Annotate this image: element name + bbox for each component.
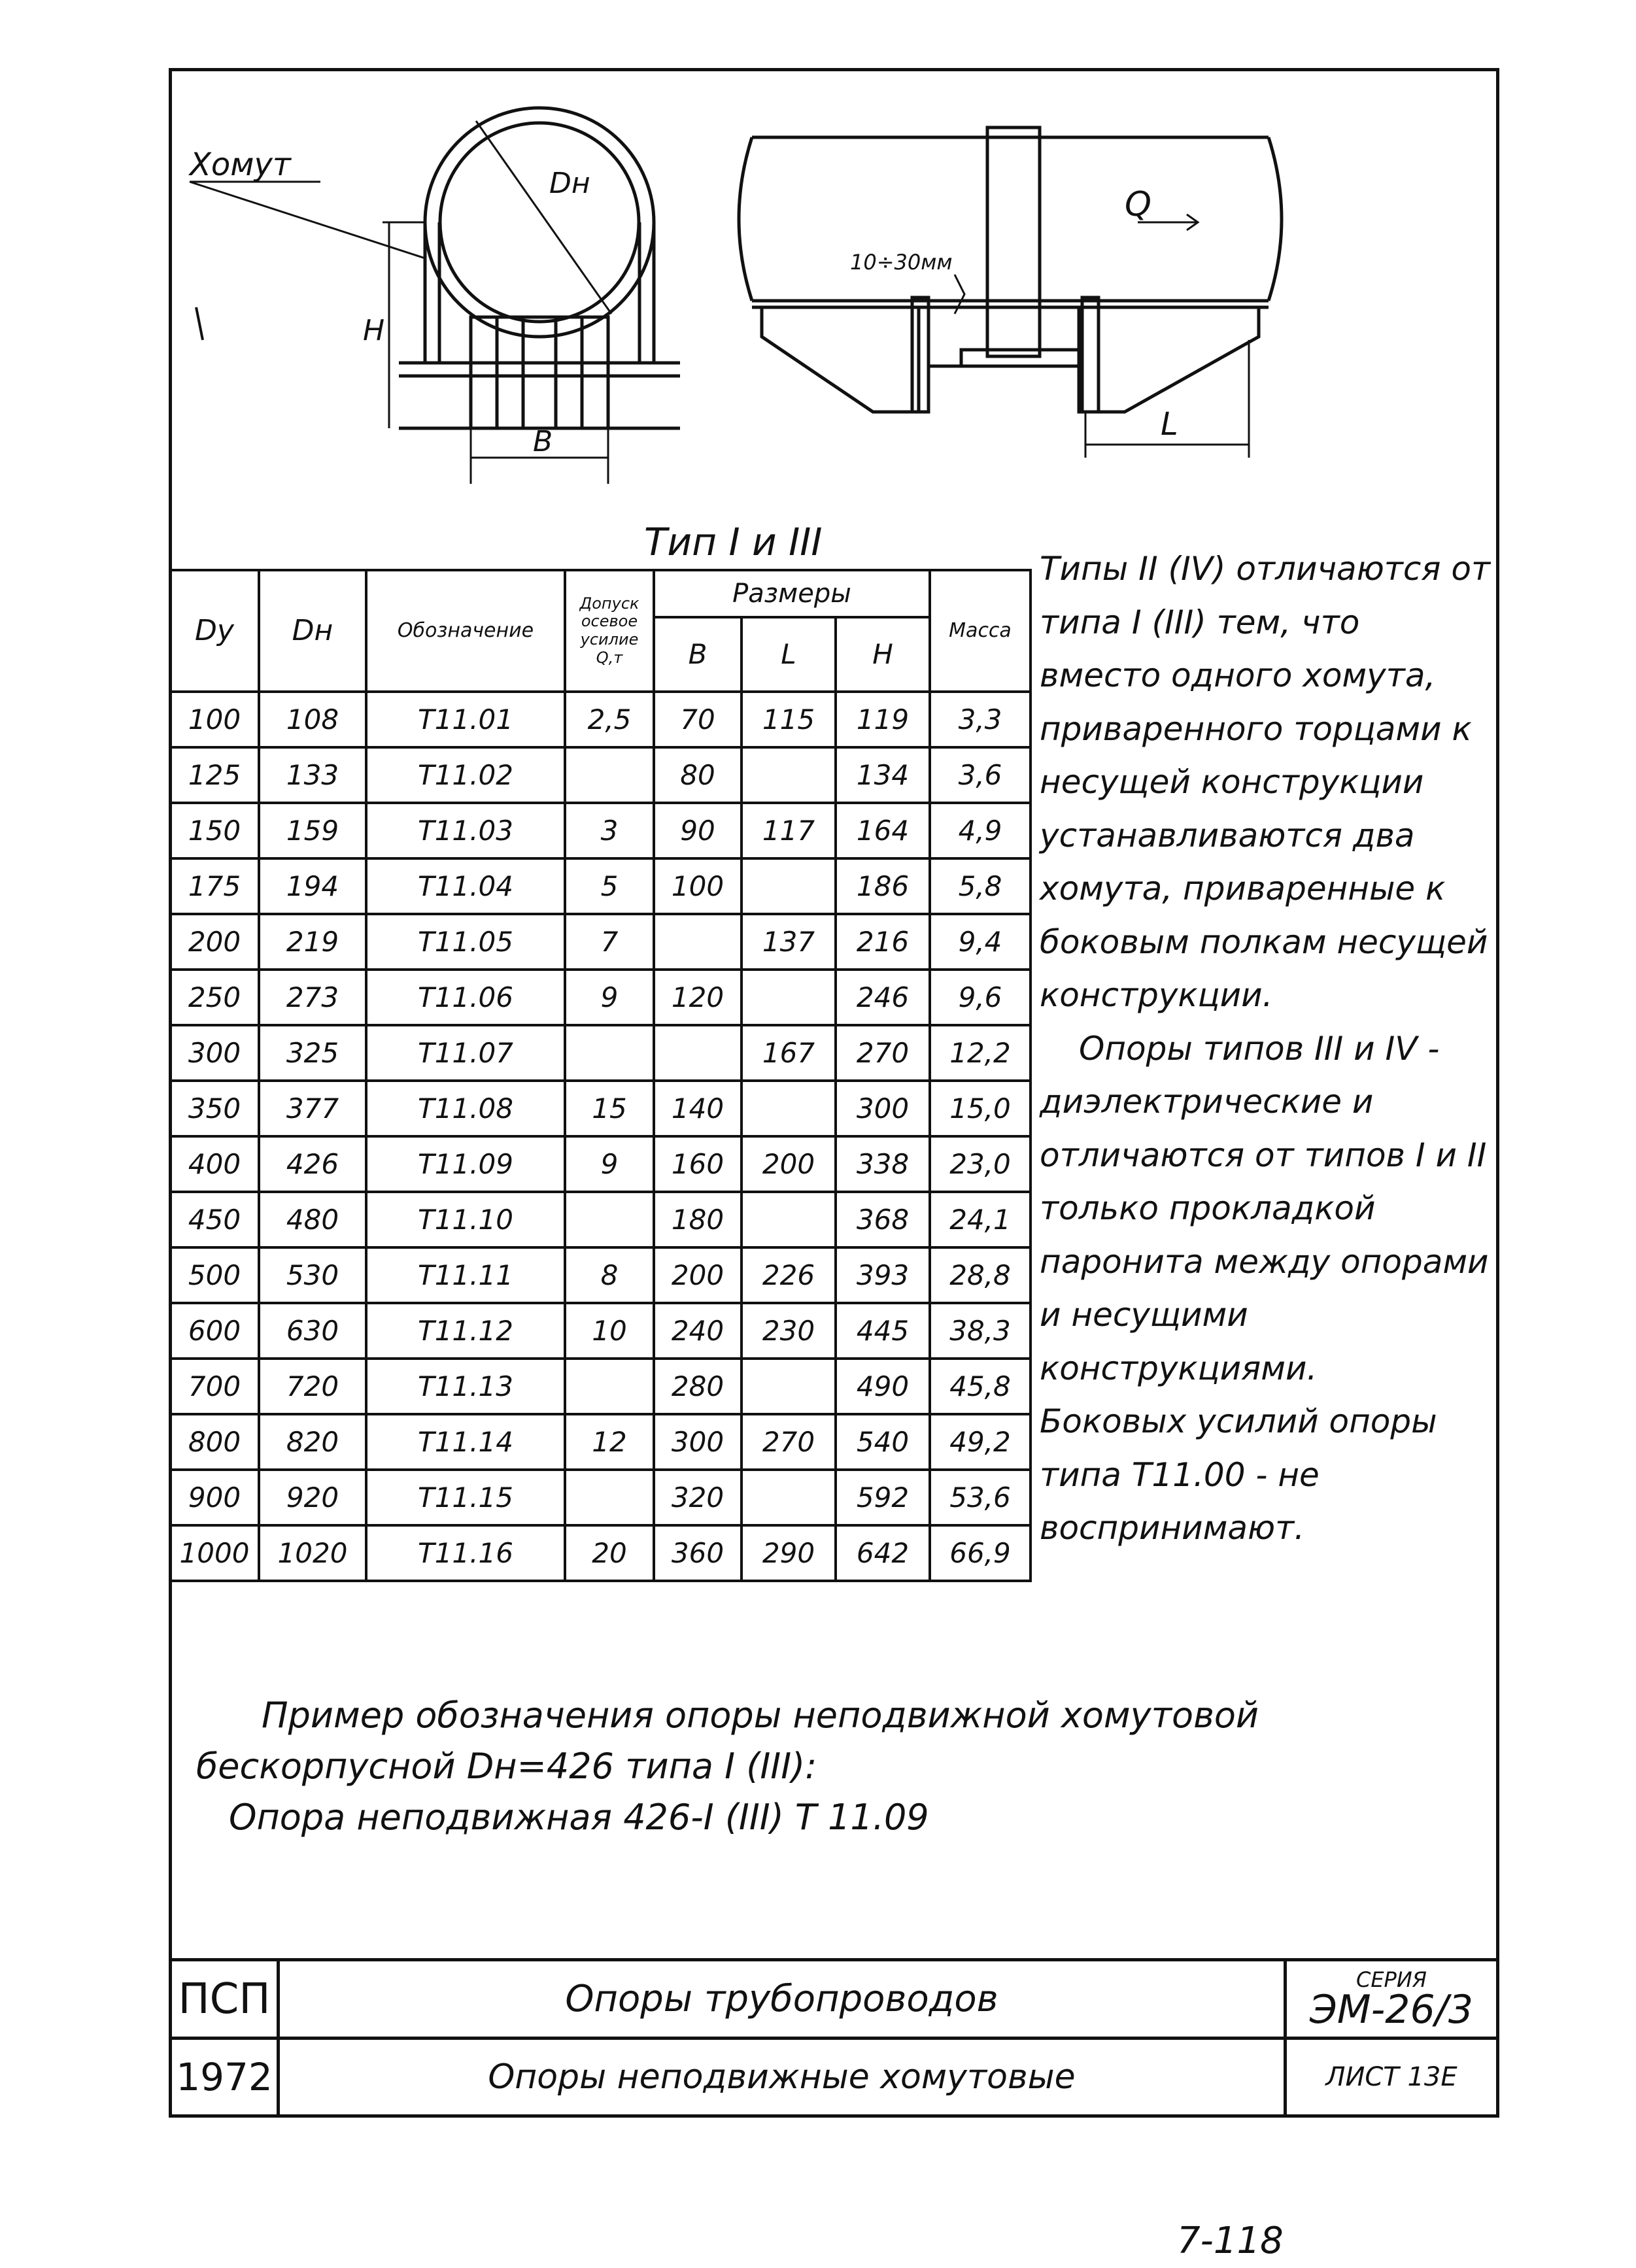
table-cell-h: 540: [836, 1414, 930, 1470]
table-cell-dn: 920: [259, 1470, 366, 1525]
support-table: [169, 569, 1032, 1582]
table-cell-h: 134: [836, 747, 930, 803]
table-cell-q: 9: [565, 970, 654, 1025]
table-cell-dy: 500: [170, 1247, 259, 1303]
table-cell-q: 8: [565, 1247, 654, 1303]
note-dielectric: Опоры типов III и IV - диэлектрические и отличаются от типов I и II только прокладкой паронита между опорами и несущими конструкциями.: [1040, 1029, 1489, 1387]
table-cell-b: 80: [654, 747, 741, 803]
table-cell-q: 12: [565, 1414, 654, 1470]
table-cell-des: Т11.05: [366, 914, 565, 970]
clamp-label: Хомут: [190, 146, 291, 183]
year: 1972: [169, 2037, 280, 2118]
table-cell-des: Т11.01: [366, 692, 565, 747]
table-cell-h: 393: [836, 1247, 930, 1303]
q-label: Q: [1125, 185, 1151, 224]
table-cell-h: 642: [836, 1525, 930, 1581]
table-cell-dn: 325: [259, 1025, 366, 1081]
table-cell-dn: 219: [259, 914, 366, 970]
table-cell-dy: 700: [170, 1359, 259, 1414]
table-cell-dn: 820: [259, 1414, 366, 1470]
table-cell-q: 10: [565, 1303, 654, 1359]
table-cell-q: 3: [565, 803, 654, 858]
table-cell-des: Т11.10: [366, 1192, 565, 1247]
table-cell-m: 5,8: [930, 858, 1031, 914]
table-cell-l: 230: [741, 1303, 836, 1359]
example-line-1: Пример обозначения опоры неподвижной хомутовой бескорпусной Dн=426 типа I (III):: [196, 1695, 1259, 1787]
title-block: [169, 1958, 1499, 2118]
table-row: [170, 1025, 1031, 1081]
table-cell-q: [565, 1025, 654, 1081]
table-cell-b: 70: [654, 692, 741, 747]
type-title: Тип I и III: [644, 520, 823, 564]
table-cell-b: [654, 914, 741, 970]
table-cell-l: 200: [741, 1136, 836, 1192]
table-cell-l: [741, 1081, 836, 1136]
table-cell-b: 360: [654, 1525, 741, 1581]
table-cell-h: 368: [836, 1192, 930, 1247]
table-cell-dy: 900: [170, 1470, 259, 1525]
table-cell-dy: 100: [170, 692, 259, 747]
drawing-title-1: Опоры трубопроводов: [277, 1958, 1287, 2040]
notes: [1040, 543, 1491, 1555]
table-row: [170, 1192, 1031, 1247]
table-cell-b: 100: [654, 858, 741, 914]
table-cell-dy: 350: [170, 1081, 259, 1136]
table-row: [170, 1081, 1031, 1136]
table-cell-l: 115: [741, 692, 836, 747]
table-cell-h: 216: [836, 914, 930, 970]
table-cell-b: 280: [654, 1359, 741, 1414]
table-cell-m: 66,9: [930, 1525, 1031, 1581]
table-cell-des: Т11.03: [366, 803, 565, 858]
table-cell-q: [565, 747, 654, 803]
table-cell-b: 300: [654, 1414, 741, 1470]
table-cell-m: 4,9: [930, 803, 1031, 858]
table-cell-b: 180: [654, 1192, 741, 1247]
table-cell-l: 270: [741, 1414, 836, 1470]
table-cell-m: 9,6: [930, 970, 1031, 1025]
table-cell-dy: 300: [170, 1025, 259, 1081]
table-cell-l: 290: [741, 1525, 836, 1581]
table-row: [170, 1136, 1031, 1192]
table-row: [170, 1247, 1031, 1303]
table-cell-m: 38,3: [930, 1303, 1031, 1359]
table-cell-q: [565, 1470, 654, 1525]
header-mass: Масса: [930, 570, 1031, 692]
table-cell-l: 167: [741, 1025, 836, 1081]
table-cell-m: 12,2: [930, 1025, 1031, 1081]
dn-diameter-line: [476, 121, 611, 314]
series-number: ЭМ-26/3: [1309, 1986, 1474, 2033]
table-cell-dn: 630: [259, 1303, 366, 1359]
table-cell-q: 20: [565, 1525, 654, 1581]
table-cell-m: 15,0: [930, 1081, 1031, 1136]
table-cell-dy: 450: [170, 1192, 259, 1247]
header-dy: Dу: [170, 570, 259, 692]
table-cell-dn: 159: [259, 803, 366, 858]
dn-label: Dн: [549, 167, 590, 200]
table-cell-dy: 1000: [170, 1525, 259, 1581]
org-code: ПСП: [169, 1958, 280, 2040]
page-mark: 7-118: [1177, 2220, 1284, 2262]
table-row: [170, 858, 1031, 914]
table-cell-dn: 480: [259, 1192, 366, 1247]
table-cell-h: 338: [836, 1136, 930, 1192]
header-h: H: [836, 617, 930, 692]
table-cell-h: 592: [836, 1470, 930, 1525]
note-types-2-4: Типы II (IV) отличаются от типа I (III) тем, что вместо одного хомута, приваренного торцами к несущей конструкции устанавливаются два хомута, приваренные к боковым полкам несущей конструкции.: [1040, 550, 1491, 1014]
table-cell-des: Т11.13: [366, 1359, 565, 1414]
table-cell-q: [565, 1192, 654, 1247]
table-cell-q: 2,5: [565, 692, 654, 747]
clamp-side: [987, 127, 1040, 356]
table-row: [170, 1470, 1031, 1525]
table-cell-des: Т11.15: [366, 1470, 565, 1525]
table-cell-m: 3,3: [930, 692, 1031, 747]
table-cell-m: 28,8: [930, 1247, 1031, 1303]
header-b: B: [654, 617, 741, 692]
table-cell-q: 9: [565, 1136, 654, 1192]
table-row: [170, 1359, 1031, 1414]
header-designation: Обозначение: [366, 570, 565, 692]
table-cell-dn: 377: [259, 1081, 366, 1136]
table-cell-dy: 200: [170, 914, 259, 970]
table-cell-des: Т11.12: [366, 1303, 565, 1359]
table-cell-dn: 1020: [259, 1525, 366, 1581]
clamp-sides: [425, 222, 654, 363]
note-side-forces: Боковых усилий опоры типа Т11.00 - не воспринимают.: [1040, 1402, 1437, 1547]
table-cell-h: 300: [836, 1081, 930, 1136]
header-dn: Dн: [259, 570, 366, 692]
table-cell-dy: 800: [170, 1414, 259, 1470]
table-cell-l: 226: [741, 1247, 836, 1303]
designation-example: [196, 1690, 1478, 1843]
header-dimensions: Размеры: [654, 570, 930, 617]
table-cell-b: 140: [654, 1081, 741, 1136]
table-cell-h: 246: [836, 970, 930, 1025]
table-cell-h: 445: [836, 1303, 930, 1359]
table-cell-dn: 530: [259, 1247, 366, 1303]
table-cell-b: 200: [654, 1247, 741, 1303]
table-cell-m: 49,2: [930, 1414, 1031, 1470]
table-cell-dy: 125: [170, 747, 259, 803]
table-cell-dy: 400: [170, 1136, 259, 1192]
table-cell-b: 320: [654, 1470, 741, 1525]
table-cell-l: 117: [741, 803, 836, 858]
table-cell-m: 23,0: [930, 1136, 1031, 1192]
table-cell-m: 9,4: [930, 914, 1031, 970]
pipe-outer-circle: [425, 108, 654, 337]
table-cell-dn: 426: [259, 1136, 366, 1192]
b-label: B: [533, 425, 553, 458]
table-cell-dy: 175: [170, 858, 259, 914]
table-cell-q: 7: [565, 914, 654, 970]
table-cell-m: 24,1: [930, 1192, 1031, 1247]
l-label: L: [1161, 406, 1178, 443]
example-line-2: Опора неподвижная 426-I (III) Т 11.09: [229, 1797, 929, 1838]
table-cell-h: 164: [836, 803, 930, 858]
table-cell-des: Т11.09: [366, 1136, 565, 1192]
series-label: СЕРИЯ: [1355, 1967, 1427, 1992]
table-cell-h: 270: [836, 1025, 930, 1081]
gap-label: 10÷30мм: [850, 250, 953, 275]
table-cell-l: [741, 1192, 836, 1247]
table-cell-h: 186: [836, 858, 930, 914]
table-cell-q: 15: [565, 1081, 654, 1136]
h-label: H: [363, 314, 385, 347]
table-cell-des: Т11.11: [366, 1247, 565, 1303]
pipe-inner-circle: [440, 123, 639, 322]
table-row: [170, 1303, 1031, 1359]
table-cell-l: [741, 747, 836, 803]
table-cell-des: Т11.14: [366, 1414, 565, 1470]
table-cell-des: Т11.16: [366, 1525, 565, 1581]
table-cell-des: Т11.08: [366, 1081, 565, 1136]
table-row: [170, 1525, 1031, 1581]
table-cell-h: 119: [836, 692, 930, 747]
table-cell-l: [741, 970, 836, 1025]
table-cell-dn: 273: [259, 970, 366, 1025]
table-cell-q: 5: [565, 858, 654, 914]
table-cell-b: 120: [654, 970, 741, 1025]
table-cell-b: 90: [654, 803, 741, 858]
drawing-title-2: Опоры неподвижные хомутовые: [277, 2037, 1287, 2118]
table-cell-b: 240: [654, 1303, 741, 1359]
table-cell-b: 160: [654, 1136, 741, 1192]
pipe-side: [752, 137, 1269, 301]
table-cell-dn: 133: [259, 747, 366, 803]
table-row: [170, 692, 1031, 747]
table-row: [170, 803, 1031, 858]
table-row: [170, 747, 1031, 803]
table-cell-l: [741, 1359, 836, 1414]
table-cell-b: [654, 1025, 741, 1081]
table-cell-des: Т11.06: [366, 970, 565, 1025]
table-cell-dy: 600: [170, 1303, 259, 1359]
table-cell-l: 137: [741, 914, 836, 970]
table-row: [170, 914, 1031, 970]
table-cell-dn: 720: [259, 1359, 366, 1414]
series-cell: [1284, 1958, 1499, 2040]
table-cell-des: Т11.07: [366, 1025, 565, 1081]
table-row: [170, 1414, 1031, 1470]
table-cell-m: 45,8: [930, 1359, 1031, 1414]
table-cell-dy: 150: [170, 803, 259, 858]
table-cell-l: [741, 1470, 836, 1525]
table-row: [170, 970, 1031, 1025]
table-cell-dn: 194: [259, 858, 366, 914]
table-cell-l: [741, 858, 836, 914]
table-cell-des: Т11.02: [366, 747, 565, 803]
sheet-number: ЛИСТ 13Е: [1284, 2037, 1499, 2118]
table-cell-m: 53,6: [930, 1470, 1031, 1525]
table-cell-q: [565, 1359, 654, 1414]
table-cell-dn: 108: [259, 692, 366, 747]
table-cell-dy: 250: [170, 970, 259, 1025]
support-drawing: [0, 0, 1636, 543]
header-l: L: [741, 617, 836, 692]
table-cell-h: 490: [836, 1359, 930, 1414]
table-cell-m: 3,6: [930, 747, 1031, 803]
table-cell-des: Т11.04: [366, 858, 565, 914]
header-axial-force: Допуск осевое усилие Q,т: [565, 570, 654, 692]
